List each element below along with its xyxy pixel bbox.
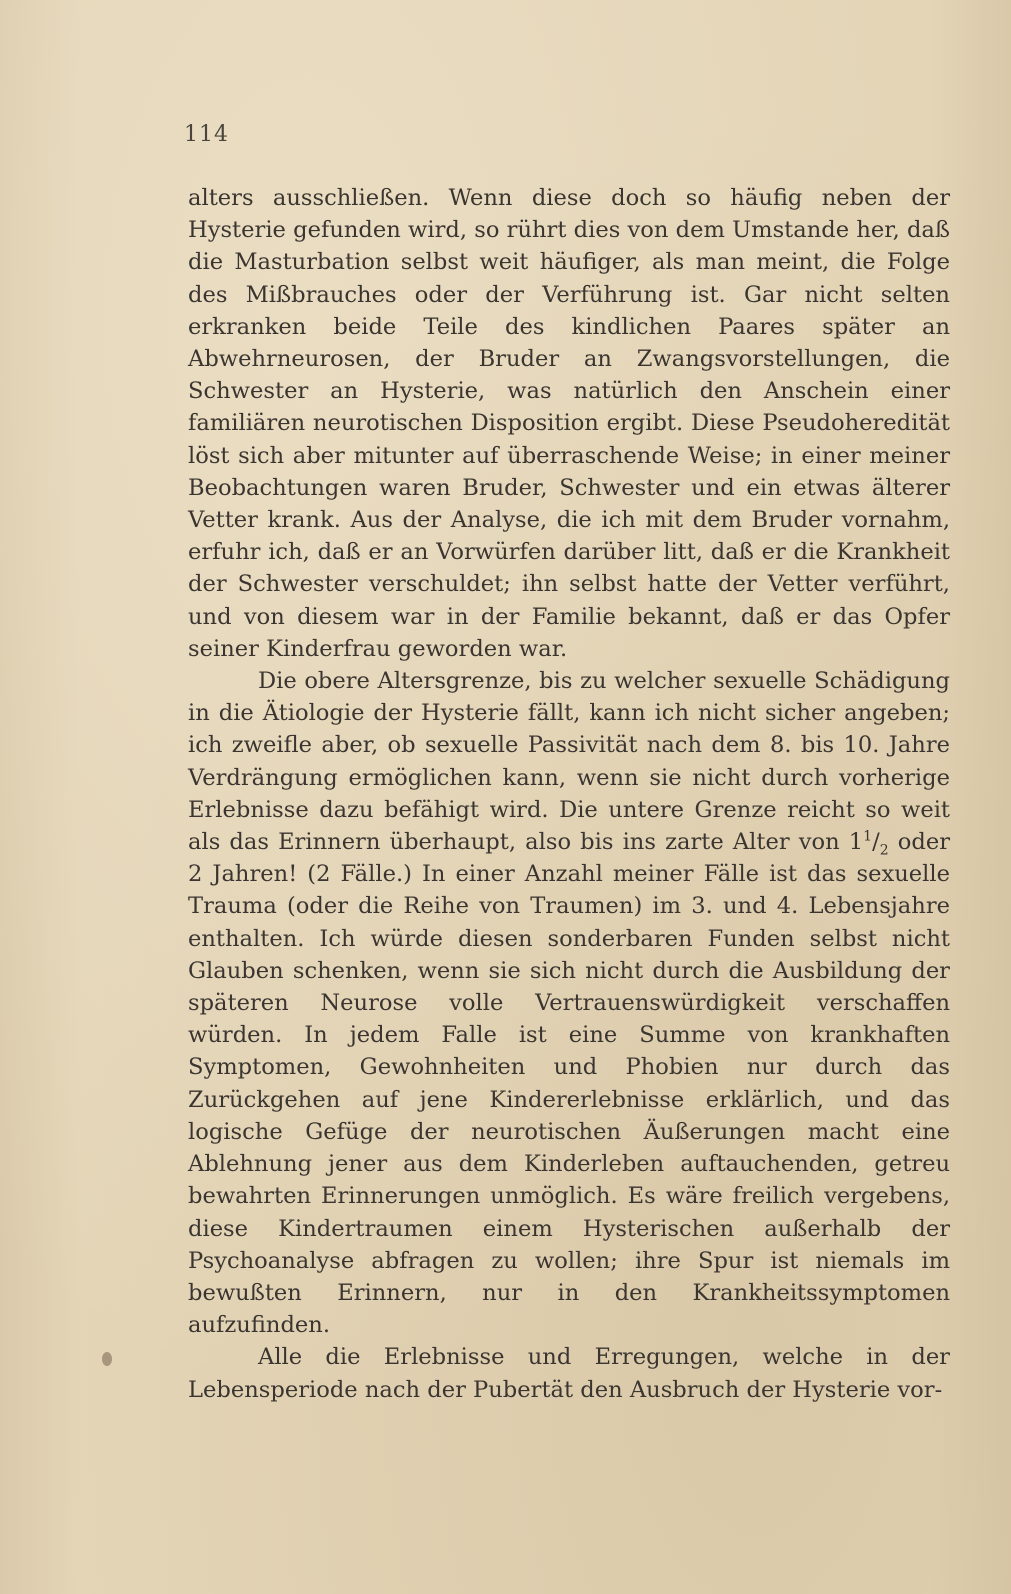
body-text [188,182,950,1406]
paragraph-2: Die obere Altersgrenze, bis zu welcher sexuelle Schädigung in die Ätiologie der Hysterie fällt, kann ich nicht sicher angeben; ich zweifle aber, ob sexuelle Passivität nach dem 8. bis 10. Jahre Verdrängung ermöglichen kann, wenn sie nicht durch vorherige Erlebnisse dazu befähigt wird. Die untere Grenze reicht so weit als das Erinnern überhaupt, also bis ins zarte Alter von $1^1/_2$ oder 2 Jahren! (2 Fälle.) In einer Anzahl meiner Fälle ist das sexuelle Trauma (oder die Reihe von Traumen) im 3. und 4. Lebensjahre enthalten. Ich würde diesen sonderbaren Funden selbst nicht Glauben schenken, wenn sie sich nicht durch die Ausbildung der späteren Neurose volle Vertrauenswürdigkeit verschaffen würden. In jedem Falle ist eine Summe von krankhaften Symptomen, Gewohnheiten und Phobien nur durch das Zurückgehen auf jene Kindererlebnisse erklärlich, und das logische Gefüge der neurotischen Äußerungen macht eine Ablehnung jener aus dem Kinderleben auftauchenden, getreu bewahrten Erinnerungen unmöglich. Es wäre freilich vergebens, diese Kindertraumen einem Hysterischen außerhalb der Psychoanalyse abfragen zu wollen; ihre Spur ist niemals im bewußten Erinnern, nur in den Krankheitssymptomen aufzufinden. [188,668,951,1339]
fraction-numerator: 1 [863,828,873,845]
paragraph-3: Alle die Erlebnisse und Erregungen, welche in der Lebensperiode nach der Pubertät den Ausbruch der Hysterie vor- [188,1344,950,1403]
paragraph-1: alters ausschließen. Wenn diese doch so häufig neben der Hysterie gefunden wird, so rührt dies von dem Umstande her, daß die Masturbation selbst weit häufiger, als man meint, die Folge des Mißbrauches oder der Verführung ist. Gar nicht selten erkranken beide Teile des kindlichen Paares später an Abwehrneurosen, der Bruder an Zwangsvorstellungen, die Schwester an Hysterie, was natürlich den Anschein einer familiären neurotischen Disposition ergibt. Diese Pseudoheredität löst sich aber mitunter auf überraschende Weise; in einer meiner Beobachtungen waren Bruder, Schwester und ein etwas älterer Vetter krank. Aus der Analyse, die ich mit dem Bruder vornahm, erfuhr ich, daß er an Vorwürfen darüber litt, daß er die Krankheit der Schwester verschuldet; ihn selbst hatte der Vetter verführt, und von diesem war in der Familie bekannt, daß er das Opfer seiner Kinderfrau geworden war. [188,185,950,662]
paragraph-2-part-2: oder 2 Jahren! (2 Fälle.) In einer Anzahl meiner Fälle ist das sexuelle Trauma (oder die Reihe von Traumen) im 3. und 4. Lebensjahre enthalten. Ich würde diesen sonderbaren Funden selbst nicht Glauben schenken, wenn sie sich nicht durch die Ausbildung der späteren Neurose volle Vertrauenswürdigkeit verschaffen würden. In jedem Falle ist eine Summe von krankhaften Symptomen, Gewohnheiten und Phobien nur durch das Zurückgehen auf jene Kindererlebnisse erklärlich, und das logische Gefüge der neurotischen Äußerungen macht eine Ablehnung jener aus dem Kinderleben auftauchenden, getreu bewahrten Erinnerungen unmöglich. Es wäre freilich vergebens, diese Kindertraumen einem Hysterischen außerhalb der Psychoanalyse abfragen zu wollen; ihre Spur ist niemals im bewußten Erinnern, nur in den Krankheitssymptomen aufzufinden. [188,829,951,1339]
paragraph-2-part-1: Die obere Altersgrenze, bis zu welcher sexuelle Schädigung in die Ätiologie der Hysterie fällt, kann ich nicht sicher angeben; ich zweifle aber, ob sexuelle Passivität nach dem 8. bis 10. Jahre Verdrängung ermöglichen kann, wenn sie nicht durch vorherige Erlebnisse dazu befähigt wird. Die untere Grenze reicht so weit als das Erinnern überhaupt, also bis ins zarte Alter von 1 [188,668,950,856]
fraction-denominator: 2 [879,842,889,859]
ink-stain [102,1352,112,1366]
page-number: 114 [184,122,229,147]
